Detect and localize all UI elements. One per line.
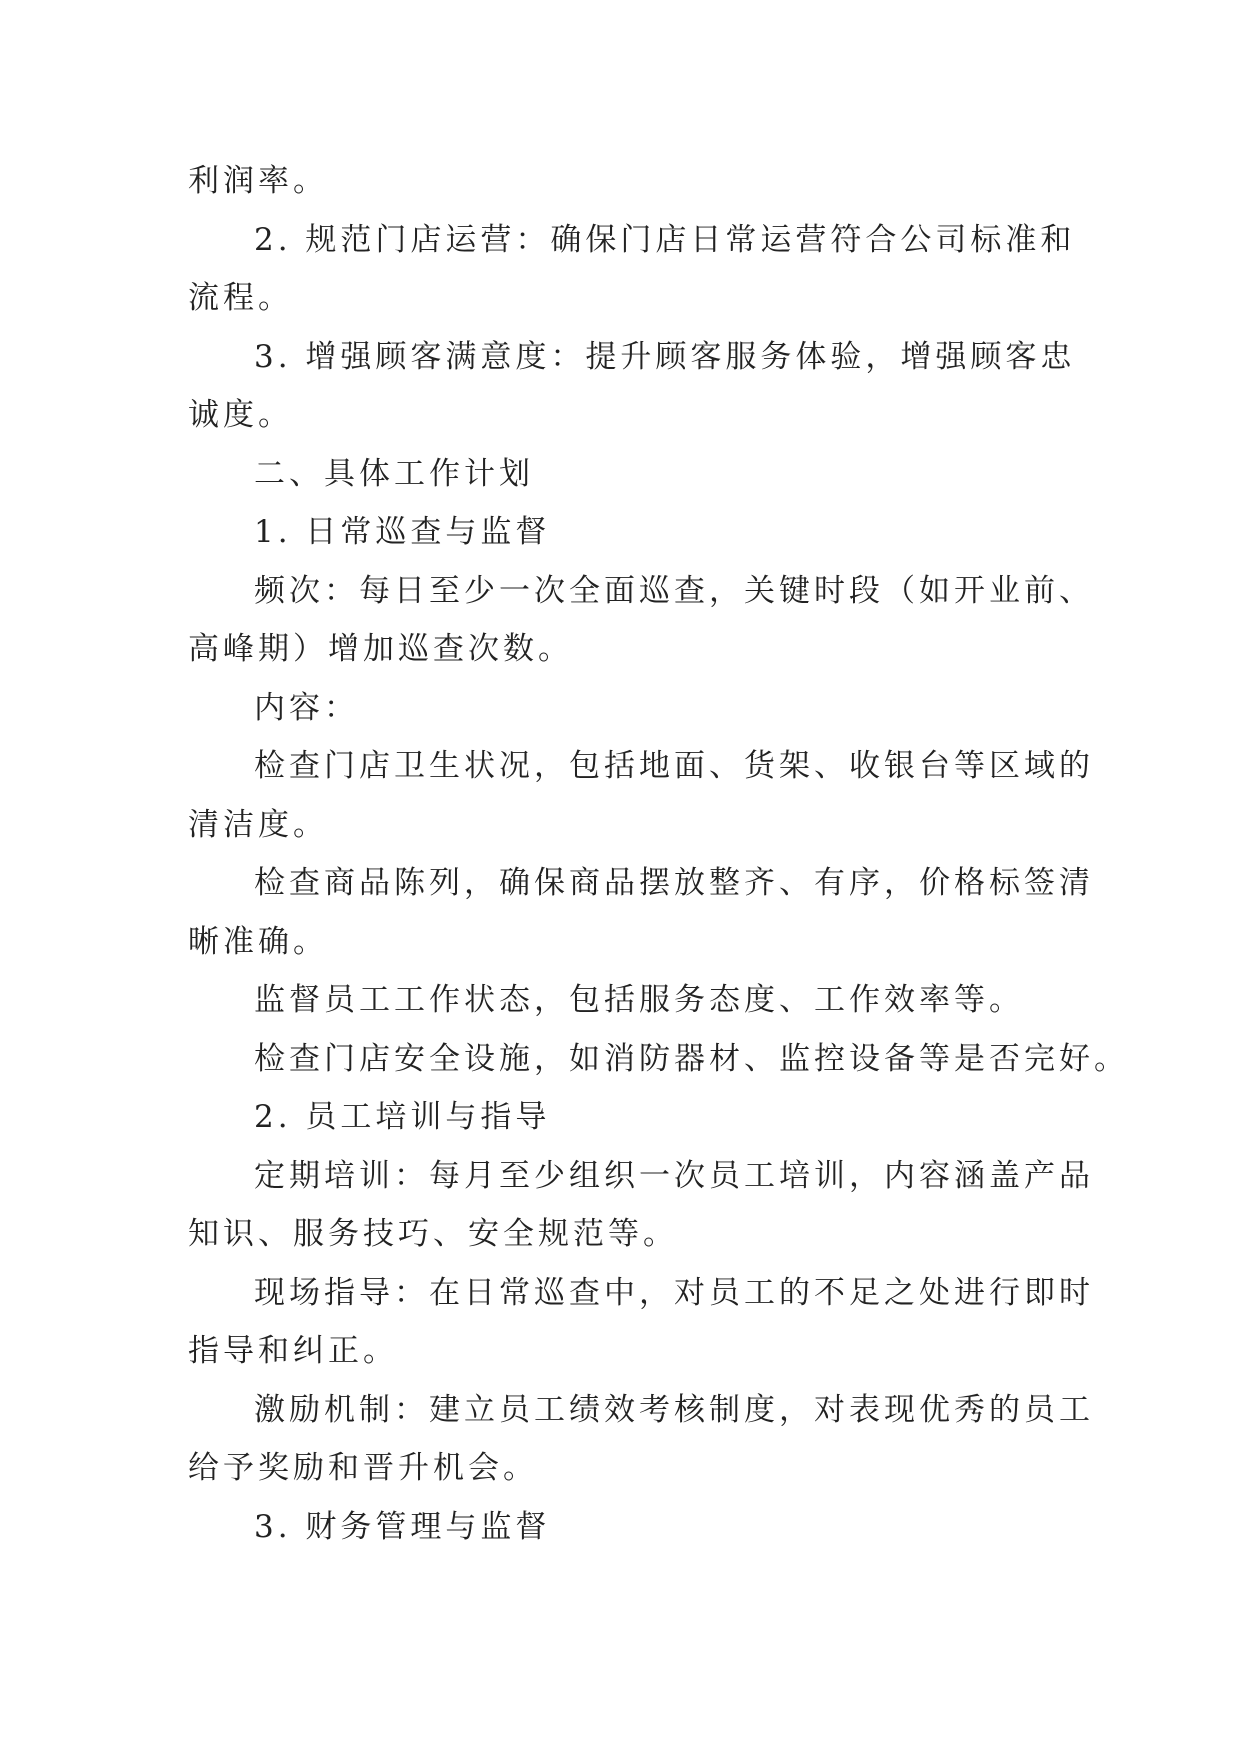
text-line: 给予奖励和晋升机会。 xyxy=(188,1450,538,1486)
text-line: 定期培训：每月至少组织一次员工培训，内容涵盖产品 xyxy=(254,1157,1094,1194)
text-line: 二、具体工作计划 xyxy=(254,455,534,492)
text-line: 流程。 xyxy=(188,280,293,316)
text-line: 检查门店安全设施，如消防器材、监控设备等是否完好。 xyxy=(254,1040,1129,1077)
text-line: 利润率。 xyxy=(188,163,328,199)
text-line: 检查门店卫生状况，包括地面、货架、收银台等区域的 xyxy=(254,748,1094,784)
text-line: 3. 增强顾客满意度：提升顾客服务体验，增强顾客忠 xyxy=(254,338,1076,375)
text-line: 高峰期）增加巡查次数。 xyxy=(188,631,573,667)
text-line: 晰准确。 xyxy=(188,923,328,960)
text-line: 检查商品陈列，确保商品摆放整齐、有序，价格标签清 xyxy=(254,865,1094,901)
text-line: 诚度。 xyxy=(188,397,293,433)
document-body xyxy=(188,152,1129,1556)
text-line: 清洁度。 xyxy=(188,806,328,843)
text-line: 2. 员工培训与指导 xyxy=(254,1099,551,1135)
text-line: 知识、服务技巧、安全规范等。 xyxy=(188,1216,678,1252)
text-line: 1. 日常巡查与监督 xyxy=(254,514,551,550)
text-line: 激励机制：建立员工绩效考核制度，对表现优秀的员工 xyxy=(254,1391,1094,1428)
text-line: 指导和纠正。 xyxy=(188,1333,398,1369)
text-line: 2. 规范门店运营：确保门店日常运营符合公司标准和 xyxy=(254,221,1076,258)
text-line: 频次：每日至少一次全面巡查，关键时段（如开业前、 xyxy=(254,572,1094,609)
text-line: 现场指导：在日常巡查中，对员工的不足之处进行即时 xyxy=(254,1274,1094,1311)
text-line: 3. 财务管理与监督 xyxy=(254,1508,551,1545)
text-line: 监督员工工作状态，包括服务态度、工作效率等。 xyxy=(254,982,1024,1018)
text-line: 内容： xyxy=(254,689,359,726)
